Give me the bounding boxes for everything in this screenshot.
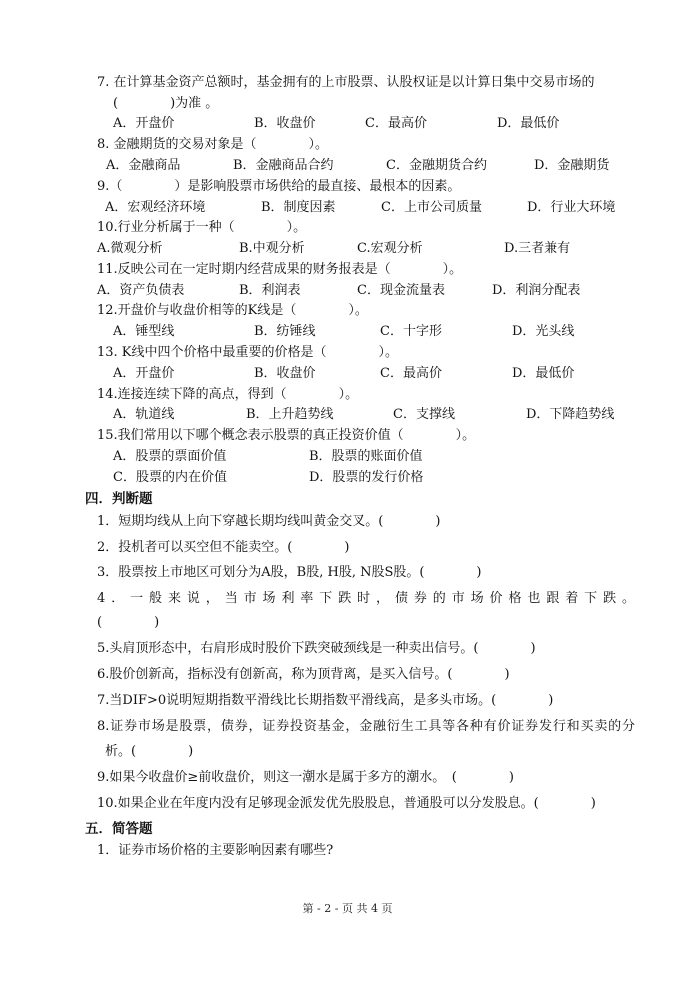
q15-option-b: B．股票的账面价值 bbox=[309, 449, 423, 464]
q11-stem: 11.反映公司在一定时期内经营成果的财务报表是（ ）。 bbox=[97, 262, 463, 277]
q9-option-d: D．行业大环境 bbox=[527, 200, 616, 215]
page-footer: 第 - 2 - 页 共 4 页 bbox=[302, 902, 393, 915]
q13-option-d: D．最低价 bbox=[512, 366, 575, 381]
section-title-short-answer: 五．简答题 bbox=[85, 821, 153, 837]
q7-option-b: B．收盘价 bbox=[254, 116, 316, 131]
judgment-item-6: 6.股价创新高，指标没有创新高，称为顶背离，是买入信号。( ) bbox=[97, 667, 510, 682]
judgment-item-8-cont: 析。( ) bbox=[105, 744, 194, 759]
q8-option-b: B．金融商品合约 bbox=[233, 158, 334, 173]
q9-option-b: B．制度因素 bbox=[261, 200, 336, 215]
q11-option-b: B．利润表 bbox=[239, 283, 301, 298]
q15-option-c: C．股票的内在价值 bbox=[113, 470, 227, 485]
judgment-item-1: 1．短期均线从上向下穿越长期均线叫黄金交叉。( ) bbox=[97, 514, 441, 529]
q8-option-c: C．金融期货合约 bbox=[386, 158, 487, 173]
q11-option-c: C．现金流量表 bbox=[357, 283, 445, 298]
judgment-item-4-bracket: ( ) bbox=[97, 615, 160, 630]
q8-option-d: D．金融期货 bbox=[534, 158, 610, 173]
q11-option-d: D．利润分配表 bbox=[492, 283, 581, 298]
q10-option-d: D.三者兼有 bbox=[504, 241, 571, 256]
judgment-item-4: 4．一般来说，当市场利率下跌时，债券的市场价格也跟着下跌。 bbox=[97, 591, 635, 606]
q14-option-c: C．支撑线 bbox=[393, 407, 455, 422]
section-title-judgment: 四．判断题 bbox=[85, 491, 153, 507]
q10-option-a: A.微观分析 bbox=[97, 241, 163, 256]
q7-option-c: C．最高价 bbox=[365, 116, 427, 131]
q13-option-b: B．收盘价 bbox=[254, 366, 316, 381]
q12-option-c: C．十字形 bbox=[380, 324, 442, 339]
q13-stem: 13. K线中四个价格中最重要的价格是（ ）。 bbox=[97, 345, 399, 360]
q7-stem-2: ( )为准 。 bbox=[113, 96, 219, 111]
q9-option-a: A．宏观经济环境 bbox=[105, 200, 206, 215]
q14-option-d: D．下降趋势线 bbox=[526, 407, 615, 422]
judgment-item-10: 10.如果企业在年度内没有足够现金派发优先股股息，普通股可以分发股息。( ) bbox=[97, 796, 596, 811]
judgment-item-3: 3．股票按上市地区可划分为A股，B股, H股, N股S股。( ) bbox=[97, 565, 482, 580]
q9-option-c: C．上市公司质量 bbox=[381, 200, 482, 215]
q15-option-a: A．股票的票面价值 bbox=[113, 449, 227, 464]
q14-stem: 14.连接连续下降的高点，得到（ ）。 bbox=[97, 387, 359, 402]
q10-option-b: B.中观分析 bbox=[239, 241, 305, 256]
q7-stem-1: 7. 在计算基金资产总额时，基金拥有的上市股票、认股权证是以计算日集中交易市场的 bbox=[97, 75, 595, 90]
q14-option-a: A．轨道线 bbox=[113, 407, 175, 422]
judgment-item-9: 9.如果今收盘价≥前收盘价，则这一潮水是属于多方的潮水。 ( ) bbox=[97, 770, 514, 785]
judgment-item-7: 7.当DIF>0说明短期指数平滑线比长期指数平滑线高，是多头市场。( ) bbox=[97, 693, 554, 708]
short-answer-item-1: 1．证券市场价格的主要影响因素有哪些? bbox=[97, 843, 334, 858]
q12-option-a: A．锤型线 bbox=[113, 324, 175, 339]
q7-option-d: D．最低价 bbox=[497, 116, 560, 131]
q10-stem: 10.行业分析属于一种（ ）。 bbox=[97, 220, 307, 235]
q12-stem: 12.开盘价与收盘价相等的K线是（ ）。 bbox=[97, 303, 368, 318]
q12-option-d: D．光头线 bbox=[512, 324, 575, 339]
q15-stem: 15.我们常用以下哪个概念表示股票的真正投资价值（ ）。 bbox=[97, 428, 476, 443]
q13-option-c: C．最高价 bbox=[380, 366, 442, 381]
q13-option-a: A．开盘价 bbox=[113, 366, 175, 381]
q15-option-d: D．股票的发行价格 bbox=[309, 470, 424, 485]
q10-option-c: C.宏观分析 bbox=[357, 241, 423, 256]
q11-option-a: A．资产负债表 bbox=[97, 283, 185, 298]
q8-option-a: A．金融商品 bbox=[106, 158, 181, 173]
q9-stem: 9.（ ）是影响股票市场供给的最直接、最根本的因素。 bbox=[97, 179, 461, 194]
judgment-item-2: 2．投机者可以买空但不能卖空。( ) bbox=[97, 540, 350, 555]
judgment-item-5: 5.头肩顶形态中，右肩形成时股价下跌突破颈线是一种卖出信号。( ) bbox=[97, 641, 536, 656]
q14-option-b: B．上升趋势线 bbox=[246, 407, 334, 422]
q12-option-b: B．纺锤线 bbox=[254, 324, 316, 339]
q7-option-a: A．开盘价 bbox=[113, 116, 175, 131]
judgment-item-8: 8.证券市场是股票，债券，证券投资基金，金融衍生工具等各种有价证券发行和买卖的分 bbox=[97, 719, 635, 734]
q8-stem: 8. 金融期货的交易对象是（ ）。 bbox=[97, 137, 329, 152]
